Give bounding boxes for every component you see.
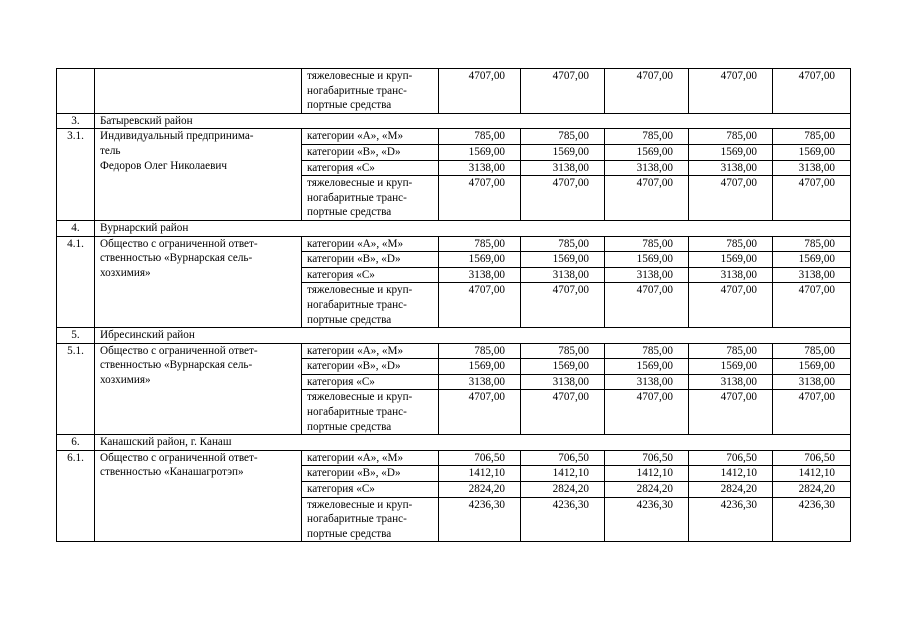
cell-value: 785,00 [605,129,689,145]
category-line: ногабаритные транс- [307,191,407,204]
table-body [57,69,851,542]
entry-name-line: ственностью «Вурнарская сель- [100,359,253,372]
cell-value: 1412,10 [773,466,851,482]
cell-value: 4707,00 [439,390,521,435]
cell-value: 3138,00 [605,374,689,390]
cell-value: 4236,30 [521,497,605,542]
cell-value: 3138,00 [521,267,605,283]
table-row-continuation [57,69,851,114]
cell-name [95,69,302,114]
cell-category: категории «A», «M» [302,450,439,466]
cell-value: 3138,00 [689,374,773,390]
cell-value: 3138,00 [439,267,521,283]
cell-value: 3138,00 [689,267,773,283]
cell-value: 706,50 [605,450,689,466]
cell-value: 4707,00 [605,69,689,114]
entry-name [95,236,302,328]
entry-name-line: тель [100,144,121,157]
cell-value: 785,00 [689,343,773,359]
entry-name-line: ственностью «Вурнарская сель- [100,252,253,265]
cell-value: 2824,20 [521,482,605,498]
cell-value: 1569,00 [605,359,689,375]
cell-value: 706,50 [521,450,605,466]
cell-category: категория «C» [302,160,439,176]
cell-category: категории «A», «M» [302,129,439,145]
entry-name [95,343,302,435]
cell-category [302,176,439,221]
district-number: 3. [57,113,95,129]
cell-value: 785,00 [605,236,689,252]
entry-number: 3.1. [57,129,95,221]
category-line: портные средства [307,527,392,540]
cell-value: 4707,00 [521,69,605,114]
cell-value: 4707,00 [521,176,605,221]
cell-value: 4707,00 [439,69,521,114]
entry-name-line: Федоров Олег Николаевич [100,159,228,172]
tariff-table [56,68,851,542]
table-row [57,129,851,145]
cell-value: 4707,00 [689,283,773,328]
cell-category-heavy [302,69,439,114]
cell-value: 785,00 [521,343,605,359]
entry-name-line: Общество с ограниченной ответ- [100,344,258,357]
entry-name-line: хозхимия» [100,266,151,279]
cell-value: 4707,00 [689,390,773,435]
cell-value: 2824,20 [439,482,521,498]
cell-value: 3138,00 [439,160,521,176]
entry-name-line: ственностью «Канашагротэп» [100,466,244,479]
category-line: ногабаритные транс- [307,84,407,97]
category-line: портные средства [307,313,392,326]
table-row-district [57,435,851,451]
cell-value: 4707,00 [773,283,851,328]
cell-value: 706,50 [689,450,773,466]
district-name: Вурнарский район [95,220,851,236]
cell-value: 4707,00 [689,176,773,221]
entry-number: 4.1. [57,236,95,328]
district-number: 6. [57,435,95,451]
table-row [57,343,851,359]
cell-value: 785,00 [521,236,605,252]
category-line: портные средства [307,99,392,112]
cell-number [57,69,95,114]
cell-value: 4707,00 [439,283,521,328]
cell-value: 785,00 [605,343,689,359]
cell-value: 1569,00 [773,359,851,375]
cell-value: 4707,00 [773,69,851,114]
cell-value: 1412,10 [439,466,521,482]
cell-value: 4236,30 [689,497,773,542]
cell-value: 4707,00 [521,283,605,328]
district-name: Ибресинский район [95,328,851,344]
category-line: портные средства [307,206,392,219]
category-line: портные средства [307,420,392,433]
cell-value: 3138,00 [521,160,605,176]
entry-number: 6.1. [57,450,95,542]
cell-value: 4236,30 [605,497,689,542]
cell-value: 1569,00 [439,144,521,160]
cell-value: 706,50 [773,450,851,466]
cell-value: 1569,00 [521,144,605,160]
table-row-district [57,113,851,129]
cell-value: 2824,20 [605,482,689,498]
cell-value: 3138,00 [605,160,689,176]
cell-value: 4707,00 [521,390,605,435]
cell-value: 785,00 [689,236,773,252]
category-line: ногабаритные транс- [307,406,407,419]
cell-value: 785,00 [773,236,851,252]
cell-value: 1569,00 [773,252,851,268]
entry-name-line: Индивидуальный предпринима- [100,130,254,143]
cell-value: 1412,10 [605,466,689,482]
cell-value: 4236,30 [773,497,851,542]
cell-value: 785,00 [773,129,851,145]
cell-value: 1569,00 [689,144,773,160]
category-line: тяжеловесные и круп- [307,391,413,404]
category-line: тяжеловесные и круп- [307,284,413,297]
cell-value: 1569,00 [605,144,689,160]
cell-category [302,390,439,435]
cell-value: 3138,00 [773,267,851,283]
cell-category: категории «B», «D» [302,144,439,160]
cell-value: 1569,00 [439,252,521,268]
entry-name [95,450,302,542]
category-line: тяжеловесные и круп- [307,498,413,511]
cell-value: 3138,00 [605,267,689,283]
cell-value: 785,00 [773,343,851,359]
cell-category: категории «B», «D» [302,359,439,375]
district-number: 4. [57,220,95,236]
cell-value: 785,00 [521,129,605,145]
cell-value: 1412,10 [689,466,773,482]
cell-value: 4707,00 [605,283,689,328]
cell-category: категории «A», «M» [302,236,439,252]
cell-value: 4236,30 [439,497,521,542]
cell-value: 3138,00 [689,160,773,176]
cell-value: 1412,10 [521,466,605,482]
cell-value: 3138,00 [773,374,851,390]
cell-value: 1569,00 [689,252,773,268]
district-name: Канашский район, г. Канаш [95,435,851,451]
cell-value: 785,00 [439,236,521,252]
cell-value: 3138,00 [439,374,521,390]
cell-value: 706,50 [439,450,521,466]
cell-value: 1569,00 [439,359,521,375]
table-row-district [57,220,851,236]
cell-value: 785,00 [689,129,773,145]
cell-category [302,283,439,328]
cell-value: 2824,20 [689,482,773,498]
cell-category: категория «C» [302,374,439,390]
cell-value: 1569,00 [689,359,773,375]
cell-value: 4707,00 [689,69,773,114]
district-name: Батыревский район [95,113,851,129]
cell-value: 1569,00 [605,252,689,268]
cell-category: категория «C» [302,482,439,498]
cell-value: 1569,00 [773,144,851,160]
entry-name-line: хозхимия» [100,373,151,386]
cell-value: 1569,00 [521,252,605,268]
entry-number: 5.1. [57,343,95,435]
cell-category: категория «C» [302,267,439,283]
cell-category [302,497,439,542]
cell-value: 3138,00 [773,160,851,176]
cell-value: 1569,00 [521,359,605,375]
cell-value: 3138,00 [521,374,605,390]
cell-value: 2824,20 [773,482,851,498]
category-line: тяжеловесные и круп- [307,177,413,190]
district-number: 5. [57,328,95,344]
category-line: ногабаритные транс- [307,513,407,526]
table-row [57,236,851,252]
cell-value: 4707,00 [773,390,851,435]
cell-category: категории «A», «M» [302,343,439,359]
category-line: ногабаритные транс- [307,298,407,311]
cell-value: 4707,00 [773,176,851,221]
entry-name-line: Общество с ограниченной ответ- [100,451,258,464]
cell-category: категории «B», «D» [302,466,439,482]
cell-value: 4707,00 [605,390,689,435]
category-line: тяжеловесные и круп- [307,70,413,82]
cell-value: 785,00 [439,129,521,145]
cell-category: категории «B», «D» [302,252,439,268]
entry-name [95,129,302,221]
table-row [57,450,851,466]
entry-name-line: Общество с ограниченной ответ- [100,237,258,250]
cell-value: 4707,00 [605,176,689,221]
table-row-district [57,328,851,344]
cell-value: 785,00 [439,343,521,359]
cell-value: 4707,00 [439,176,521,221]
